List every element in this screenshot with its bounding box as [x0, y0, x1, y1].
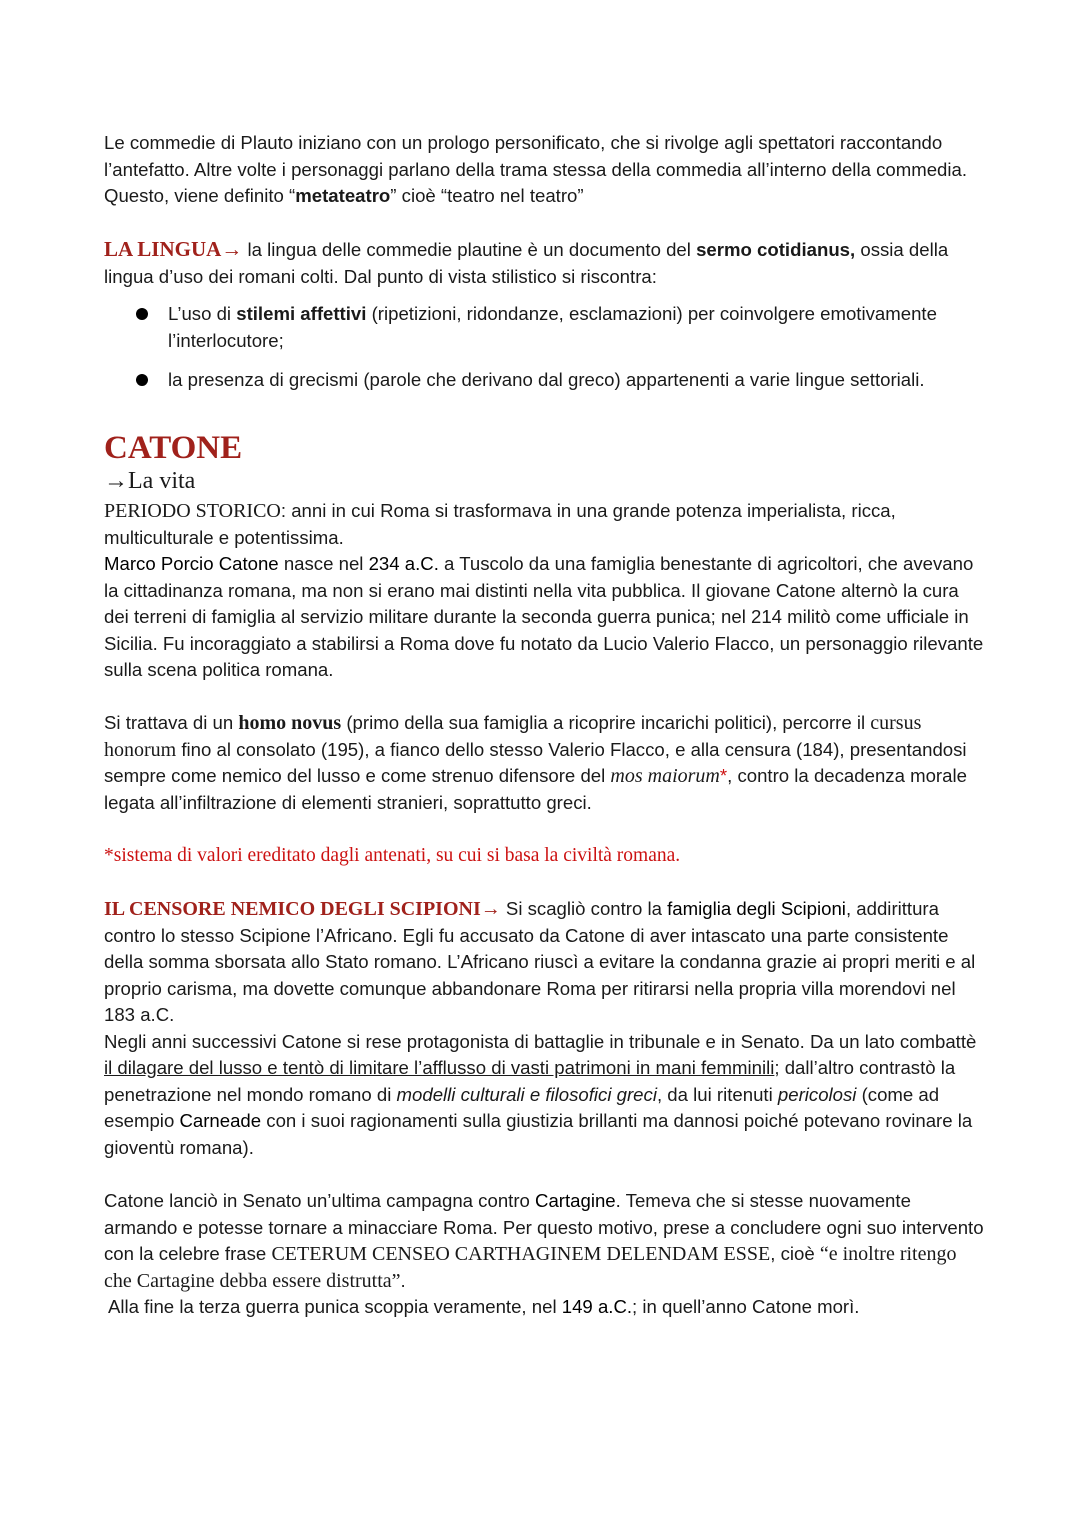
bold-term: metateatro — [295, 185, 391, 206]
bullet-list — [104, 301, 984, 394]
footnote: *sistema di valori ereditato dagli antenati, su cui si basa la civiltà romana. — [104, 845, 681, 866]
text: (primo della sua famiglia a ricoprire incarichi politici), percorre il — [341, 712, 871, 733]
list-item — [104, 301, 984, 354]
text: (ripetizioni, ridondanze, esclamazioni) per coinvolgere emotivamente l’interlocutore; — [168, 303, 937, 351]
bold-term: Carneade — [179, 1110, 262, 1131]
text: Si trattava di un — [104, 712, 239, 733]
text: ; in quell’anno Catone morì. — [632, 1296, 860, 1317]
text: Negli anni successivi Catone si rese protagonista di battaglie in tribunale e in Senato. Da un lato combattè — [104, 1030, 977, 1052]
paragraph-lingua — [104, 236, 984, 290]
year: 149 a.C. — [561, 1296, 633, 1317]
text: Catone lanciò in Senato un’ultima campagna contro — [104, 1190, 536, 1211]
underlined-text: il dilagare del lusso e tentò di limitare l’afflusso di vasti patrimoni in mani femminili — [104, 1057, 775, 1078]
text: , contro la decadenza morale legata all’infiltrazione di elementi stranieri, soprattutto greci. — [104, 765, 967, 813]
text: L’uso di — [168, 303, 237, 324]
paragraph-homo-novus — [104, 710, 984, 816]
section-heading-censore: IL CENSORE NEMICO DEGLI SCIPIONI→ — [104, 898, 501, 920]
text: , cioè — [770, 1243, 820, 1264]
bold-term: Cartagine — [535, 1190, 616, 1211]
text: con i suoi ragionamenti sulla giustizia brillanti ma dannosi poiché potevano rovinare la gioventù romana). — [104, 1110, 973, 1158]
text: ” cioè “teatro nel teatro” — [390, 185, 584, 206]
text: : anni in cui Roma si trasformava in una grande potenza imperialista, ricca, multiculturale e potentissima. — [104, 500, 896, 548]
footnote-marker: * — [719, 765, 728, 786]
text: . — [400, 1269, 406, 1291]
subsection-title: →La vita — [104, 468, 196, 494]
year: 234 a.C. — [368, 553, 439, 574]
italic-term: modelli culturali e filosofici greci — [396, 1083, 657, 1105]
text: a Tuscolo da una famiglia benestante di agricoltori, che avevano la cittadinanza romana, ma non si erano mai distinti nella vita pubblica. Il giovane Catone alternò la cura dei terreni di famiglia al servizio militare durante la seconda guerra punica; nel 214 militò come ufficiale in Sicilia. Fu incoraggiato a stabilirsi a Roma dove fu notato da Lucio Valerio Flacco, un personaggio rilevante sulla scena politica romana. — [104, 553, 984, 680]
text: , addirittura contro lo stesso Scipione l’Africano. Egli fu accusato da Catone di aver intascato una parte consistente della somma sborsata allo Stato romano. L’Africano riuscì a evitare la condanna grazie ai propri meriti e al proprio carisma, ma dovette comunque abbandonare Roma per ritirarsi nella propria villa morendovi nel 183 a.C. — [104, 898, 976, 1025]
list-item — [104, 367, 984, 394]
paragraph-biografia — [104, 551, 984, 684]
person-name: Marco Porcio Catone — [104, 553, 279, 574]
text: ossia della lingua d’uso dei romani colti. Dal punto di vista stilistico si riscontra: — [104, 239, 949, 287]
text: ; dall’altro contrastò la penetrazione nel mondo romano di — [104, 1057, 956, 1105]
text: Alla fine la terza guerra punica scoppia veramente, nel — [108, 1296, 562, 1317]
bullet-icon — [136, 374, 148, 386]
bold-term: stilemi affettivi — [236, 303, 367, 324]
bold-term: sermo cotidianus, — [696, 239, 856, 260]
label: PERIODO STORICO — [104, 500, 281, 522]
latin-quote: CETERUM CENSEO CARTHAGINEM DELENDAM ESSE — [271, 1243, 771, 1265]
paragraph-prologo — [104, 130, 984, 210]
paragraph-periodo — [104, 498, 984, 551]
text: nasce nel — [278, 553, 369, 574]
text: la lingua delle commedie plautine è un documento del — [242, 239, 697, 260]
text: Le commedie di Plauto iniziano con un prologo personificato, che si rivolge agli spettatori raccontando l’antefatto. Altre volte i personaggi parlano della trama stessa della commedia all’interno della commedia. Questo, viene definito “ — [104, 132, 968, 206]
text: (come ad esempio — [104, 1083, 940, 1131]
text: . Temeva che si stesse nuovamente armando e potesse tornare a minacciare Roma. Per questo motivo, prese a concludere ogni suo intervento con la celebre frase — [104, 1190, 984, 1264]
section-heading-lingua: LA LINGUA→ — [104, 237, 243, 261]
text: fino al consolato (195), a fianco dello stesso Valerio Flacco, e alla censura (184), presentandosi sempre come nemico del lusso e come strenuo difensore del — [104, 738, 967, 786]
text: la presenza di grecismi (parole che derivano dal greco) appartenenti a varie lingue settoriali. — [168, 369, 925, 390]
section-title-catone: CATONE — [104, 430, 243, 466]
text: , da lui ritenuti — [656, 1083, 778, 1105]
paragraph-censore — [104, 896, 984, 1161]
translation-quote: “e inoltre ritengo che Cartagine debba essere distrutta” — [104, 1243, 957, 1292]
bullet-icon — [136, 308, 148, 320]
text: Si scagliò contro la — [500, 898, 668, 919]
bold-term: homo novus — [238, 712, 342, 734]
bold-term: famiglia degli Scipioni — [667, 898, 846, 919]
term: cursus honorum — [104, 712, 922, 761]
paragraph-cartagine — [104, 1188, 984, 1321]
italic-term: pericolosi — [777, 1083, 857, 1105]
italic-term: mos maiorum — [610, 765, 720, 787]
